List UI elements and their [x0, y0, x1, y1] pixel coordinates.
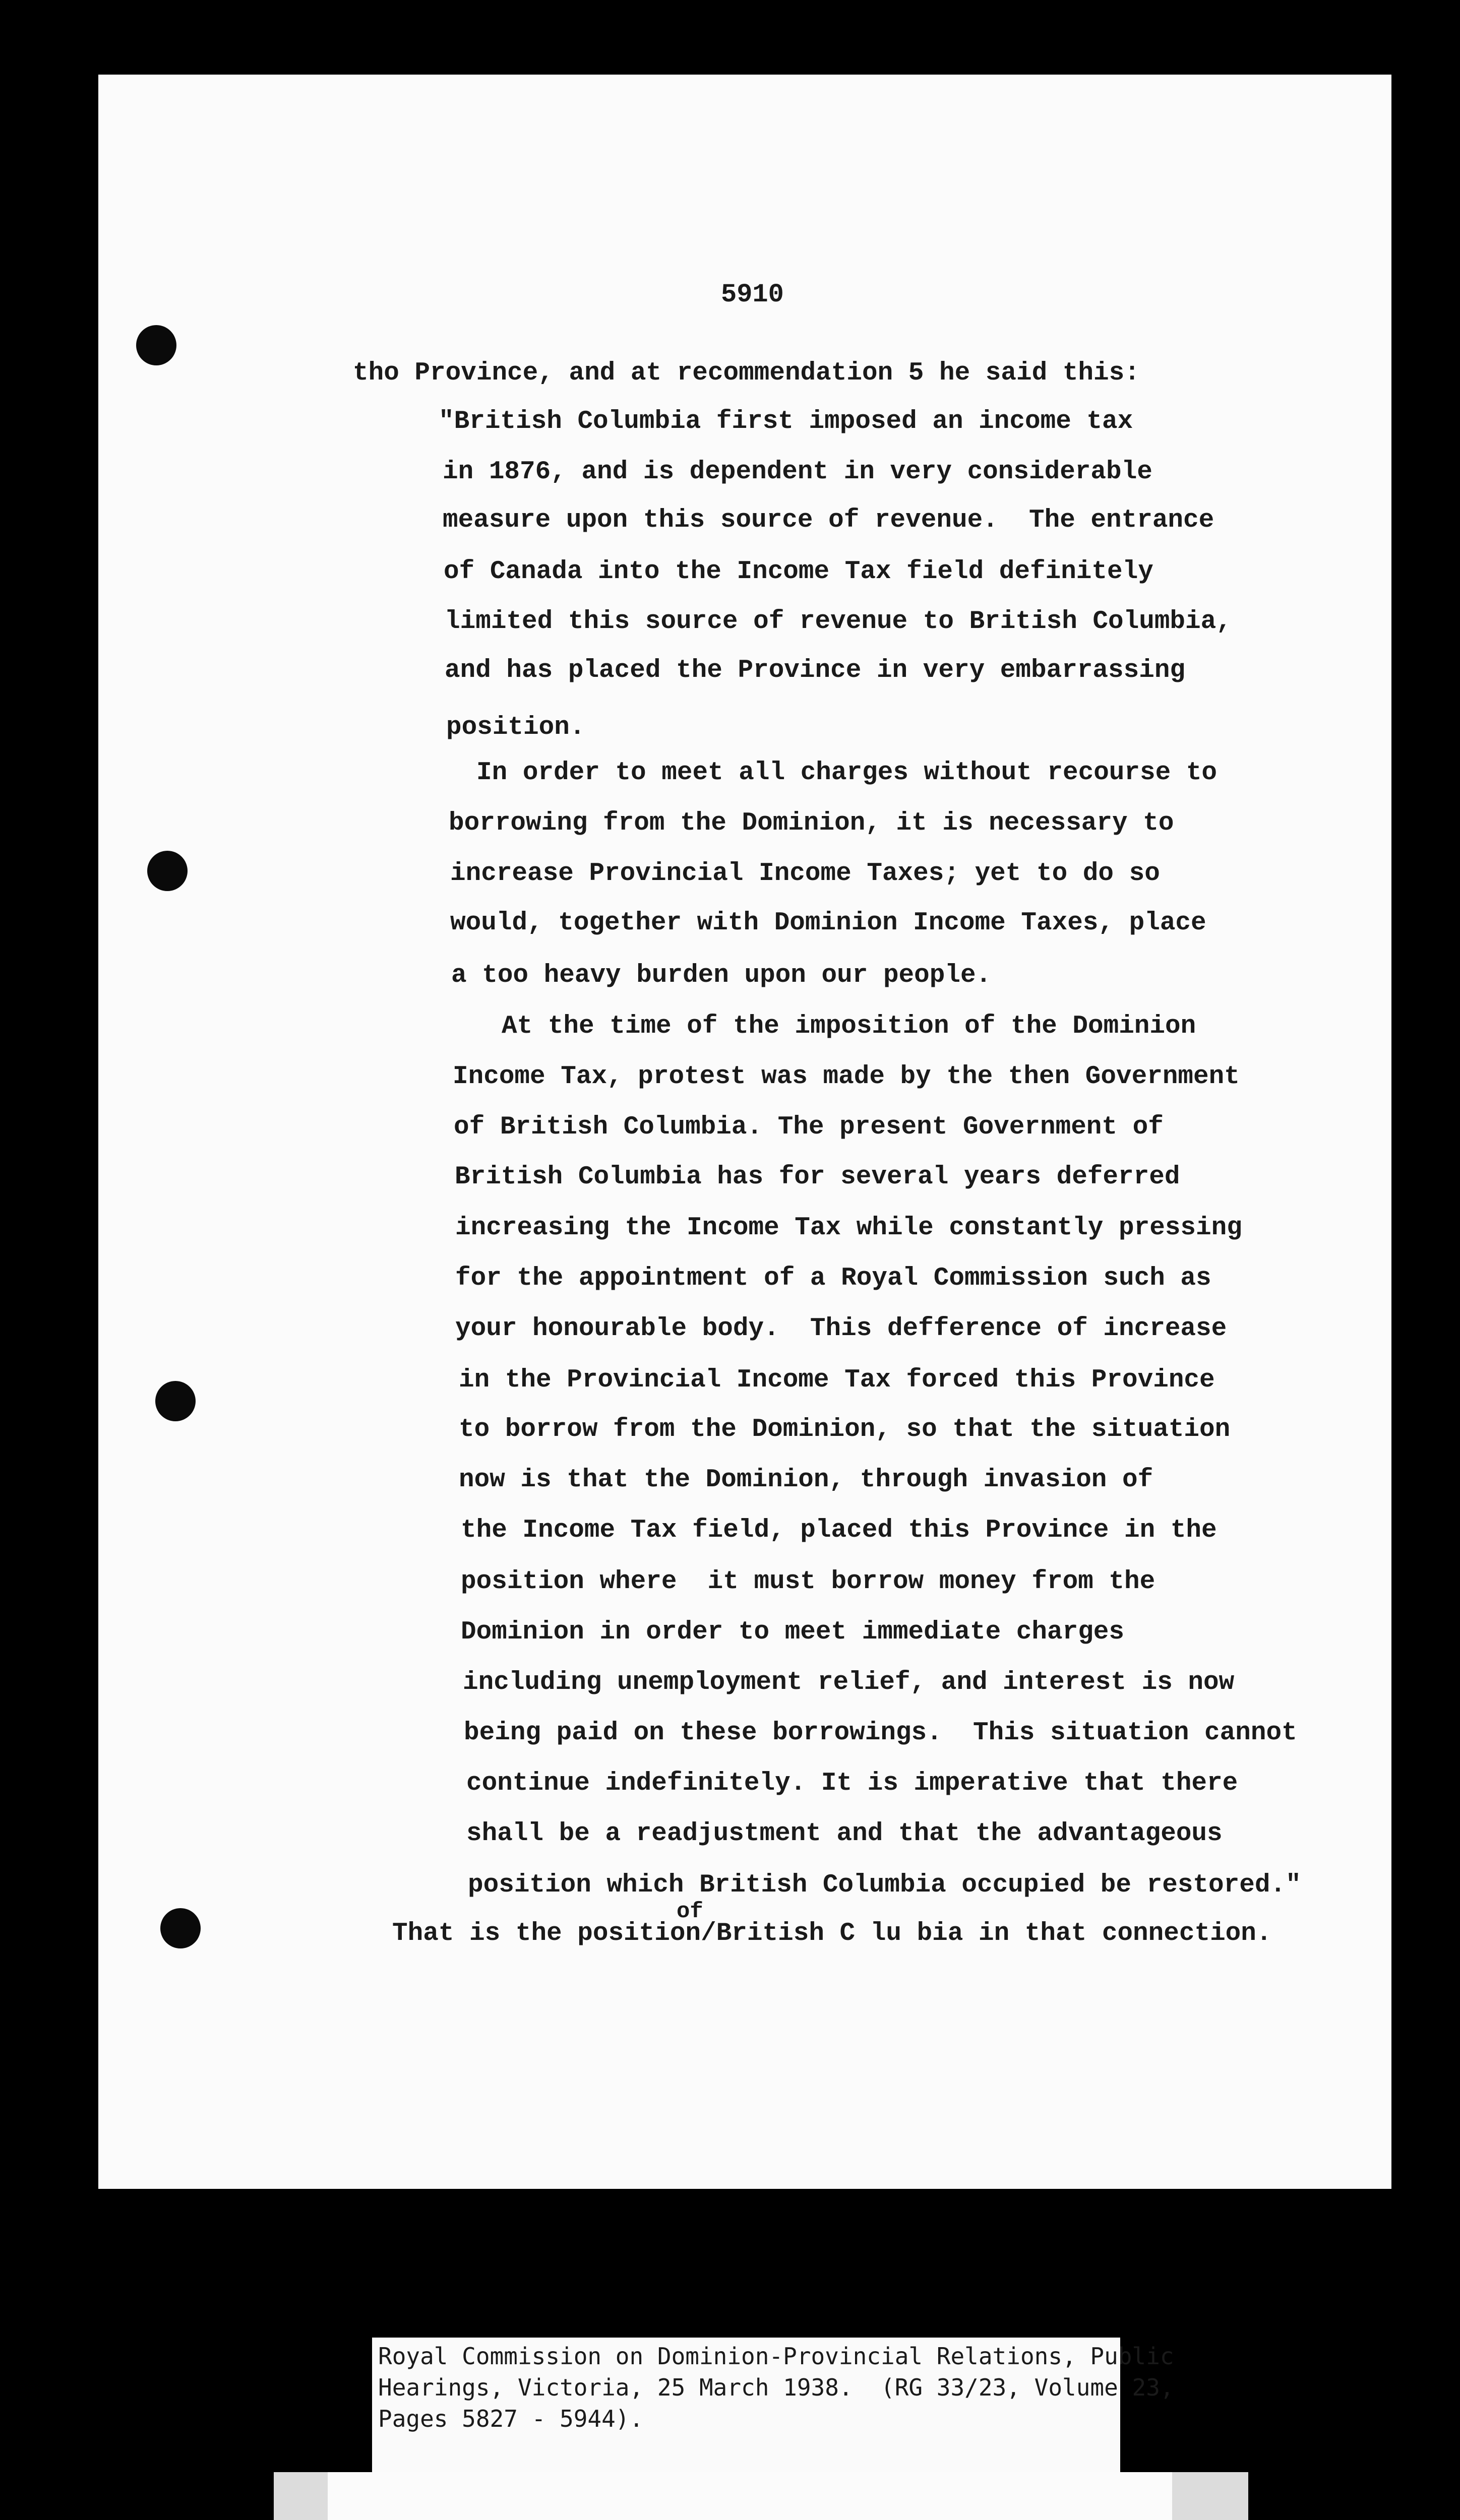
text-line: in 1876, and is dependent in very considerable: [443, 458, 1152, 486]
text-line: limited this source of revenue to British Columbia,: [445, 607, 1232, 636]
text-line: in the Provincial Income Tax forced this Province: [459, 1366, 1215, 1395]
text-line: position where it must borrow money from the: [461, 1567, 1155, 1596]
text-line: Dominion in order to meet immediate charges: [461, 1618, 1125, 1647]
text-line: measure upon this source of revenue. The entrance: [443, 506, 1214, 535]
punch-hole: [147, 851, 188, 891]
text-line: continue indefinitely. It is imperative that there: [466, 1769, 1238, 1798]
text-line: tho Province, and at recommendation 5 he said this:: [353, 359, 1140, 388]
archive-reference-text: [378, 2341, 1174, 2434]
text-line: for the appointment of a Royal Commission such as: [455, 1264, 1211, 1293]
text-line: position.: [446, 713, 585, 742]
text-line: of British Columbia. The present Government of: [454, 1113, 1164, 1142]
archives-stamp: [328, 2472, 1172, 2520]
text-line: increase Provincial Income Taxes; yet to do so: [450, 859, 1160, 888]
text-line: to borrow from the Dominion, so that the situation: [459, 1415, 1231, 1444]
archive-line: Pages 5827 - 5944).: [378, 2405, 644, 2432]
text-line: That is the position/British C lu bia in that connection.: [392, 1919, 1272, 1948]
text-line: At the time of the imposition of the Dominion: [502, 1012, 1196, 1041]
punch-hole: [160, 1908, 201, 1948]
text-line: Income Tax, protest was made by the then Government: [453, 1062, 1240, 1091]
text-line: "British Columbia first imposed an income tax: [439, 407, 1133, 436]
text-line: a too heavy burden upon our people.: [451, 961, 992, 990]
punch-hole: [155, 1381, 196, 1421]
text-line: your honourable body. This defference of increase: [455, 1314, 1227, 1343]
text-line: position which British Columbia occupied be restored.": [468, 1871, 1301, 1900]
text-line: including unemployment relief, and interest is now: [463, 1668, 1235, 1697]
text-line: now is that the Dominion, through invasion of: [459, 1466, 1153, 1494]
text-line: In order to meet all charges without recourse to: [476, 759, 1218, 787]
text-line: borrowing from the Dominion, it is necessary to: [449, 809, 1174, 838]
text-line: being paid on these borrowings. This situation cannot: [464, 1719, 1297, 1747]
text-line: would, together with Dominion Income Taxes, place: [450, 909, 1206, 937]
archive-line: Royal Commission on Dominion-Provincial Relations, Public: [378, 2343, 1174, 2370]
text-line: shall be a readjustment and that the advantageous: [466, 1819, 1223, 1848]
interlinear-insertion: of: [677, 1899, 703, 1924]
archive-reference-slip: [372, 2338, 1174, 2473]
punch-hole: [136, 325, 176, 365]
page-number: 5910: [721, 280, 784, 309]
text-line: increasing the Income Tax while constantly pressing: [455, 1214, 1242, 1242]
text-line: of Canada into the Income Tax field definitely: [444, 557, 1153, 586]
text-line: and has placed the Province in very embarrassing: [445, 656, 1186, 685]
text-line: the Income Tax field, placed this Province in the: [461, 1516, 1217, 1545]
text-line: British Columbia has for several years deferred: [455, 1163, 1180, 1191]
archive-line: Hearings, Victoria, 25 March 1938. (RG 33/23, Volume 23,: [378, 2374, 1174, 2401]
